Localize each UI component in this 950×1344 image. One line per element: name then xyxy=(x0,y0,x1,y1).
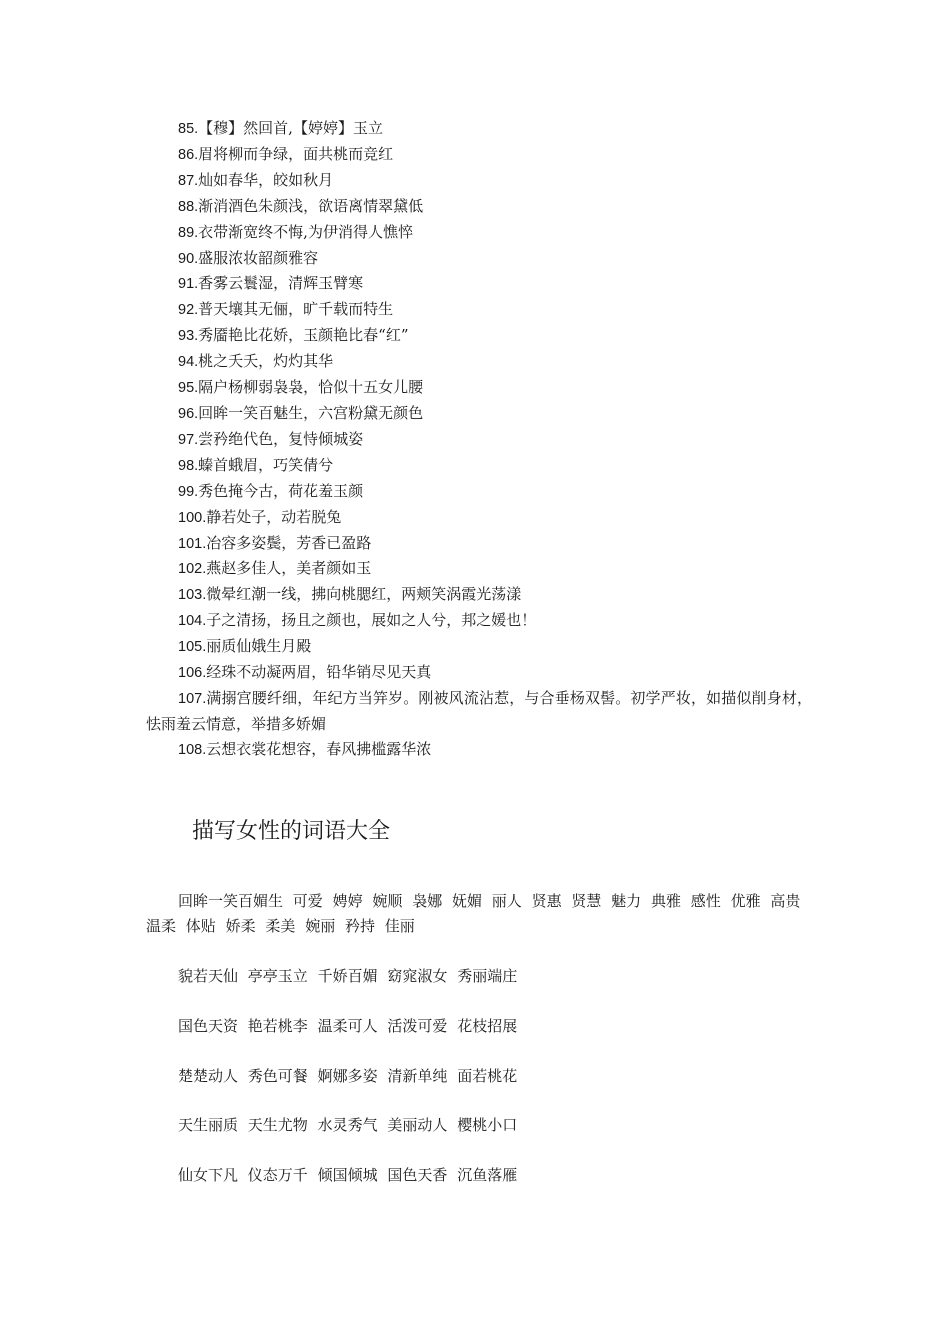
list-item xyxy=(146,220,812,246)
list-item-number: 85. xyxy=(178,121,199,137)
list-item-text: 桃之夭夭，灼灼其华 xyxy=(198,352,334,371)
list-item-number: 96. xyxy=(178,405,199,422)
word-paragraph xyxy=(146,1163,812,1188)
list-item-number: 98. xyxy=(178,457,199,474)
word-paragraph xyxy=(146,1113,812,1138)
list-item-text: 云想衣裳花想容，春风拂槛露华浓 xyxy=(206,739,432,758)
list-item-number: 100. xyxy=(178,509,207,526)
word: 国色天资 xyxy=(178,1017,239,1035)
list-item xyxy=(146,505,812,531)
word: 千娇百媚 xyxy=(317,967,378,985)
list-item-number: 90. xyxy=(178,250,199,267)
list-item-number: 87. xyxy=(178,172,199,189)
list-item-number: 94. xyxy=(178,354,199,371)
list-item-text: 冶容多姿鬓，芳香已盈路 xyxy=(206,533,372,552)
list-item-number: 108. xyxy=(178,741,207,758)
word: 婉丽 xyxy=(305,917,336,935)
list-item-number: 97. xyxy=(178,431,199,448)
section-heading: 描写女性的词语大全 xyxy=(192,819,391,844)
word: 贤惠 xyxy=(531,892,562,910)
list-item xyxy=(146,194,812,220)
word: 佳丽 xyxy=(384,917,415,935)
list-item-text: 普天壤其无俪，旷千载而特生 xyxy=(198,300,394,319)
word: 国色天香 xyxy=(387,1166,448,1184)
word: 温柔 xyxy=(146,917,177,935)
list-item-text: 子之清扬，扬且之颜也，展如之人兮，邦之媛也！ xyxy=(206,611,537,630)
list-item-text: 秀色掩今古，荷花羞玉颜 xyxy=(198,481,364,500)
list-item-number: 91. xyxy=(178,276,199,293)
list-item-text: 满搦宫腰纤细，年纪方当笄岁。刚被风流沾惹，与合垂杨双髻。初学严妆，如描似削身材，怯雨羞云情意，举措多娇媚 xyxy=(146,688,812,733)
list-item xyxy=(146,608,812,634)
list-item-number: 86. xyxy=(178,146,199,163)
list-item-text: 盛服浓妆韶颜雅容 xyxy=(198,248,319,267)
list-item-text: 微晕红潮一线，拂向桃腮红，两颊笑涡霞光荡漾 xyxy=(206,585,522,604)
word: 娇柔 xyxy=(225,917,256,935)
word: 可爱 xyxy=(292,892,323,910)
list-item xyxy=(146,401,812,427)
word: 水灵秀气 xyxy=(317,1116,378,1134)
list-item-number: 106. xyxy=(178,665,207,682)
list-item xyxy=(146,453,812,479)
list-item xyxy=(146,556,812,582)
list-item xyxy=(146,297,812,323)
list-item-text: 回眸一笑百魅生，六宫粉黛无颜色 xyxy=(198,403,424,422)
word-paragraph xyxy=(146,1014,812,1039)
word: 天生尤物 xyxy=(247,1116,308,1134)
word: 倾国倾城 xyxy=(317,1166,378,1184)
word: 魅力 xyxy=(611,892,642,910)
list-item-text: 灿如春华，皎如秋月 xyxy=(198,170,334,189)
word: 丽人 xyxy=(491,892,522,910)
list-item-text: 渐消酒色朱颜浅，欲语离情翠黛低 xyxy=(198,196,424,215)
list-item xyxy=(146,349,812,375)
word: 窈窕淑女 xyxy=(387,967,448,985)
list-item xyxy=(146,737,812,763)
word: 仪态万千 xyxy=(247,1166,308,1184)
list-item xyxy=(146,479,812,505)
word: 体贴 xyxy=(185,917,216,935)
list-item-text: 【穆】然回首,【婷婷】玉立 xyxy=(198,119,383,137)
word: 美丽动人 xyxy=(387,1116,448,1134)
list-item-text: 秀靥艳比花娇，玉颜艳比春“红” xyxy=(198,326,409,345)
word: 清新单纯 xyxy=(387,1067,448,1085)
list-item xyxy=(146,660,812,686)
list-item-number: 104. xyxy=(178,613,207,630)
list-item-number: 103. xyxy=(178,587,207,604)
list-item-number: 93. xyxy=(178,328,199,345)
word-paragraph xyxy=(146,964,812,989)
list-item-text: 香雾云鬟湿，清辉玉臂寒 xyxy=(198,274,364,293)
list-item xyxy=(146,531,812,557)
word: 回眸一笑百媚生 xyxy=(178,892,284,910)
list-item-number: 99. xyxy=(178,483,199,500)
list-item xyxy=(146,271,812,297)
list-item-text: 燕赵多佳人，美者颜如玉 xyxy=(206,559,372,578)
word: 温柔可人 xyxy=(317,1017,378,1035)
word: 楚楚动人 xyxy=(178,1067,239,1085)
word: 优雅 xyxy=(730,892,761,910)
word: 贤慧 xyxy=(571,892,602,910)
list-item xyxy=(146,168,812,194)
word: 妩媚 xyxy=(451,892,482,910)
word: 亭亭玉立 xyxy=(247,967,308,985)
word: 花枝招展 xyxy=(457,1017,518,1035)
list-item xyxy=(146,427,812,453)
word: 婀娜多姿 xyxy=(317,1067,378,1085)
word: 面若桃花 xyxy=(457,1067,518,1085)
word: 天生丽质 xyxy=(178,1116,239,1134)
list-item xyxy=(146,323,812,349)
list-item-text: 螓首蛾眉，巧笑倩兮 xyxy=(198,455,334,474)
list-item-text: 经珠不动凝两眉，铅华销尽见天真 xyxy=(206,663,432,682)
word: 婉顺 xyxy=(372,892,403,910)
word: 矜持 xyxy=(344,917,375,935)
list-item xyxy=(146,686,812,737)
word-paragraph xyxy=(146,889,812,939)
list-item-number: 92. xyxy=(178,302,199,319)
word: 感性 xyxy=(690,892,721,910)
word: 仙女下凡 xyxy=(178,1166,239,1184)
word: 袅娜 xyxy=(412,892,443,910)
list-item-text: 隔户杨柳弱袅袅，恰似十五女儿腰 xyxy=(198,378,424,397)
word: 高贵 xyxy=(770,892,801,910)
word: 貌若天仙 xyxy=(178,967,239,985)
list-item-number: 95. xyxy=(178,380,199,397)
list-item-number: 107. xyxy=(178,690,207,707)
word: 娉婷 xyxy=(332,892,363,910)
list-item-number: 89. xyxy=(178,224,199,241)
word-paragraph xyxy=(146,1064,812,1089)
list-item xyxy=(146,375,812,401)
list-item xyxy=(146,582,812,608)
list-item-text: 尝矜绝代色，复恃倾城姿 xyxy=(198,429,364,448)
list-item-text: 静若处子，动若脱兔 xyxy=(206,507,342,526)
list-item-text: 眉将柳而争绿，面共桃而竞红 xyxy=(198,144,394,163)
word: 沉鱼落雁 xyxy=(457,1166,518,1184)
list-item-number: 102. xyxy=(178,561,207,578)
word: 樱桃小口 xyxy=(457,1116,518,1134)
list-item-number: 105. xyxy=(178,639,207,656)
list-item-text: 丽质仙娥生月殿 xyxy=(206,637,312,656)
word: 活泼可爱 xyxy=(387,1017,448,1035)
word: 柔美 xyxy=(265,917,296,935)
word: 艳若桃李 xyxy=(247,1017,308,1035)
word: 秀丽端庄 xyxy=(457,967,518,985)
list-item-number: 101. xyxy=(178,535,207,552)
list-item xyxy=(146,116,812,142)
word: 典雅 xyxy=(650,892,681,910)
list-item xyxy=(146,246,812,272)
list-item xyxy=(146,634,812,660)
list-item-number: 88. xyxy=(178,198,199,215)
numbered-list xyxy=(146,116,812,763)
list-item-text: 衣带渐宽终不悔,为伊消得人憔悴 xyxy=(198,222,413,241)
list-item xyxy=(146,142,812,168)
word: 秀色可餐 xyxy=(247,1067,308,1085)
